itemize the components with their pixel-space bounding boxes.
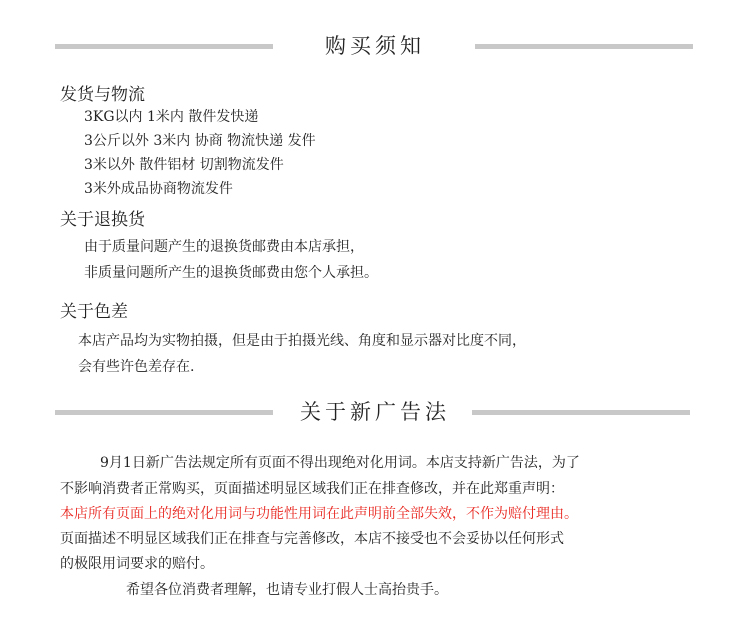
shipping-line: 3公斤以外 3米内 协商 物流快递 发件 bbox=[84, 133, 316, 149]
returns-heading: 关于退换货 bbox=[60, 210, 145, 230]
shipping-heading: 发货与物流 bbox=[60, 85, 145, 105]
shipping-line: 3米以外 散件铝材 切割物流发件 bbox=[84, 157, 284, 173]
returns-line: 由于质量问题产生的退换货邮费由本店承担， bbox=[84, 239, 364, 255]
ad-law-line: 9月1日新广告法规定所有页面不得出现绝对化用词。本店支持新广告法，为了 bbox=[100, 455, 580, 471]
ad-law-red-statement: 本店所有页面上的绝对化用词与功能性用词在此声明前全部失效，不作为赔付理由。 bbox=[60, 506, 578, 522]
ad-law-closing: 希望各位消费者理解，也请专业打假人士高抬贵手。 bbox=[126, 582, 448, 598]
purchase-notice-title: 购买须知 bbox=[325, 34, 425, 58]
shipping-line: 3KG以内 1米内 散件发快递 bbox=[84, 109, 259, 125]
color-diff-line: 本店产品均为实物拍摄，但是由于拍摄光线、角度和显示器对比度不同， bbox=[78, 333, 526, 349]
ad-law-title: 关于新广告法 bbox=[300, 400, 450, 424]
ad-law-line: 的极限用词要求的赔付。 bbox=[60, 556, 214, 572]
ad-law-header bbox=[0, 392, 750, 432]
color-diff-heading: 关于色差 bbox=[60, 302, 128, 322]
returns-line: 非质量问题所产生的退换货邮费由您个人承担。 bbox=[84, 265, 378, 281]
color-diff-line: 会有些许色差存在. bbox=[78, 359, 195, 375]
purchase-notice-header bbox=[0, 26, 750, 66]
ad-law-line: 页面描述不明显区域我们正在排查与完善修改，本店不接受也不会妥协以任何形式 bbox=[60, 531, 564, 547]
shipping-line: 3米外成品协商物流发件 bbox=[84, 181, 233, 197]
ad-law-line: 不影响消费者正常购买，页面描述明显区域我们正在排查修改，并在此郑重声明： bbox=[60, 481, 564, 497]
